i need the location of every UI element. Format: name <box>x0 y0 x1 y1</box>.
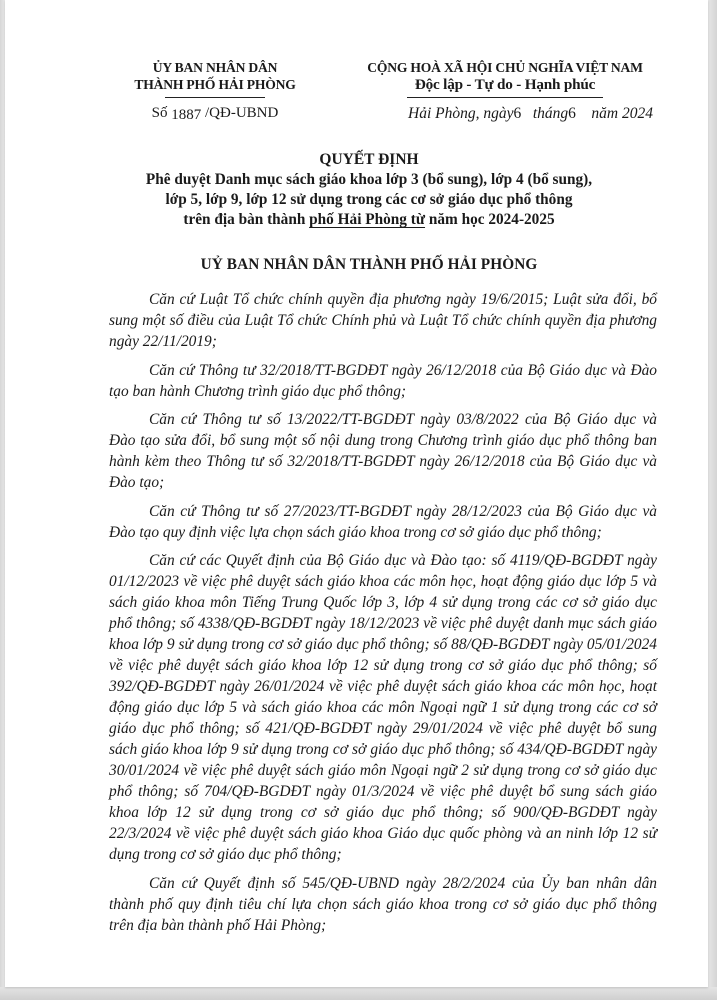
issuing-agency <box>115 59 315 98</box>
date-month-label: tháng <box>532 105 569 122</box>
date-month: 6 <box>568 105 576 122</box>
date-place: Hải Phòng, ngày <box>408 105 514 122</box>
title-line-3-post: năm học 2024-2025 <box>425 211 555 228</box>
date-day: 6 <box>513 105 522 122</box>
document-number <box>115 105 315 122</box>
issuing-authority-heading: UỶ BAN NHÂN DÂN THÀNH PHỐ HẢI PHÒNG <box>200 256 538 273</box>
national-header <box>357 59 653 98</box>
title-line-1: Phê duyệt Danh mục sách giáo khoa lớp 3 (bổ sung), lớp 4 (bổ sung), <box>145 171 593 188</box>
document-page <box>5 0 708 987</box>
agency-line-1: ỦY BAN NHÂN DÂN <box>152 60 278 75</box>
date-year: năm 2024 <box>591 105 653 122</box>
legal-basis-paragraph: Căn cứ Quyết định số 545/QĐ-UBND ngày 28/2/2024 của Ủy ban nhân dân thành phố quy định tiêu chí lựa chọn sách giáo khoa trong cơ sở giáo dục phổ thông trên địa bàn thành phố Hải Phòng; <box>109 874 657 934</box>
motto-underline <box>407 97 603 98</box>
national-motto: Độc lập - Tự do - Hạnh phúc <box>414 76 596 93</box>
title-line-2: lớp 5, lớp 9, lớp 12 sử dụng trong các cơ sở giáo dục phổ thông <box>165 191 573 208</box>
document-body <box>109 289 657 943</box>
legal-basis-paragraph: Căn cứ Thông tư 32/2018/TT-BGDĐT ngày 26/12/2018 của Bộ Giáo dục và Đào tạo ban hành Chương trình giáo dục phổ thông; <box>109 361 657 400</box>
doc-no-prefix: Số <box>151 105 168 121</box>
title-line-3-underlined: phố Hải Phòng từ <box>309 211 426 228</box>
nation-name: CỘNG HOÀ XÃ HỘI CHỦ NGHĨA VIỆT NAM <box>367 60 643 75</box>
agency-underline <box>165 97 265 98</box>
legal-basis-paragraph: Căn cứ Thông tư số 27/2023/TT-BGDĐT ngày 28/12/2023 của Bộ Giáo dục và Đào tạo quy định việc lựa chọn sách giáo khoa trong cơ sở giáo dục phổ thông; <box>109 502 657 541</box>
doc-no-value: 1887 <box>171 107 202 123</box>
date-line <box>357 105 653 123</box>
page-bottom-edge <box>0 987 717 1000</box>
legal-basis-paragraph: Căn cứ Luật Tổ chức chính quyền địa phương ngày 19/6/2015; Luật sửa đổi, bổ sung một số điều của Luật Tổ chức Chính phủ và Luật Tổ chức chính quyền địa phương ngày 22/11/2019; <box>109 291 657 350</box>
legal-basis-paragraph: Căn cứ các Quyết định của Bộ Giáo dục và Đào tạo: số 4119/QĐ-BGDĐT ngày 01/12/2023 về việc phê duyệt sách giáo khoa các môn học, hoạt động giáo dục lớp 5 và sách giáo khoa môn Tiếng Trung Quốc lớp 3, lớp 4 sử dụng trong các cơ sở giáo dục phổ thông; số 4338/QĐ-BGDĐT ngày 18/12/2023 về việc phê duyệt danh mục sách giáo khoa lớp 9 sử dụng trong cơ sở giáo dục phổ thông; số 88/QĐ-BGDĐT ngày 05/01/2024 về việc phê duyệt sách giáo khoa lớp 12 sử dụng trong cơ sở giáo dục phổ thông; số 392/QĐ-BGDĐT ngày 26/01/2024 về việc phê duyệt sách giáo khoa các môn học, hoạt động giáo dục lớp 5 và sách giáo khoa các môn Ngoại ngữ 1 sử dụng trong các cơ sở giáo dục phổ thông; số 421/QĐ-BGDĐT ngày 29/01/2024 về việc phê duyệt bổ sung sách giáo khoa lớp 9 sử dụng trong cơ sở giáo dục phổ thông; số 434/QĐ-BGDĐT ngày 30/01/2024 về việc phê duyệt sách giáo môn Ngoại ngữ 2 sử dụng trong cơ sở giáo dục phổ thông; số 704/QĐ-BGDĐT ngày 01/3/2024 về việc phê duyệt bổ sung sách giáo khoa lớp 12 sử dụng trong cơ sở giáo dục phổ thông; số 900/QĐ-BGDĐT ngày 22/3/2024 về việc phê duyệt sách giáo khoa Giáo dục quốc phòng và an ninh lớp 12 sử dụng trong cơ sở giáo dục phổ thông; <box>109 552 657 863</box>
title-line-3 <box>109 210 629 230</box>
title-line-3-pre: trên địa bàn thành <box>183 211 310 228</box>
decision-title <box>109 150 629 230</box>
agency-line-2: THÀNH PHỐ HẢI PHÒNG <box>134 77 296 92</box>
doc-type: QUYẾT ĐỊNH <box>319 151 419 168</box>
doc-no-suffix: /QĐ-UBND <box>205 105 279 121</box>
legal-basis-paragraph: Căn cứ Thông tư số 13/2022/TT-BGDĐT ngày 03/8/2022 của Bộ Giáo dục và Đào tạo sửa đổi, bổ sung một số nội dung trong Chương trình giáo dục phổ thông ban hành kèm theo Thông tư số 32/2018/TT-BGDĐT ngày 26/12/2018 của Bộ Giáo dục và Đào tạo; <box>109 411 657 491</box>
viewer-scrollbar-edge <box>708 0 717 1000</box>
